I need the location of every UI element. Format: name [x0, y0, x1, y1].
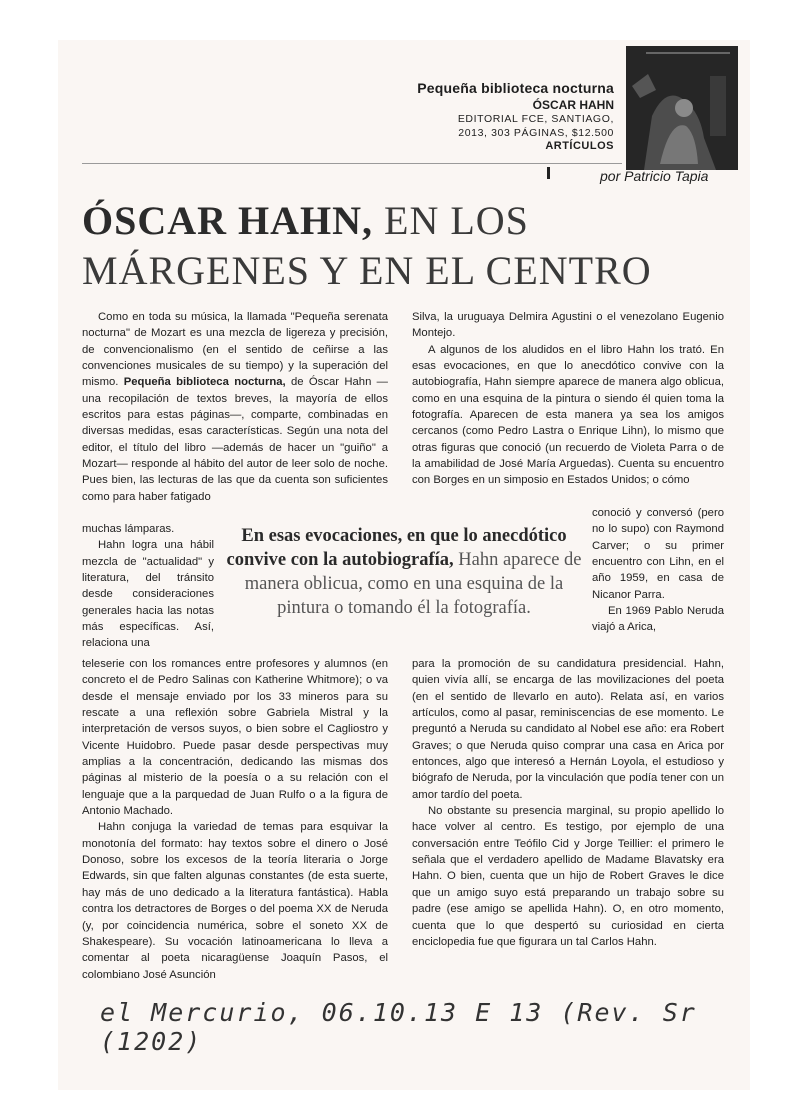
paragraph: A algunos de los aludidos en el libro Hahn los trató. En esas evocaciones, en que lo anecdótico convive con la autobiografía, Hahn siempre aparece de manera algo oblicua, como en una esquina de la pintura o siendo él quien toma la fotografía. Aparecen de esta manera ya sea los amigos cercanos (como Pedro Lastra o Enrique Lihn), lo mismo que otras figuras que conoció (un recuerdo de Violeta Parra o de la amabilidad de José María Arguedas). Cuenta su encuentro con Borges en un simposio en Estados Unidos; o cómo	[412, 343, 724, 487]
paragraph: No obstante su presencia marginal, su propio apellido lo hace volver al centro. Es testigo, por ejemplo de una conversación entre Teófilo Cid y Jorge Teillier: el primero le señala que el verdadero apellido de Madame Blavatsky era Hahn. O bien, cuenta que un hijo de Robert Graves le dice que un amigo suyo está preparando un trabajo sobre su padre (ese amigo se apellida Hahn). O, en otro momento, cuenta que lo que despertó su curiosidad en cierta enciclopedia fue que figurara un tal Carlos Hahn.	[412, 805, 724, 948]
book-cover-illustration	[626, 46, 738, 170]
paragraph-continued: teleserie con los romances entre profesores y alumnos (en concreto el de Pedro Salinas con Katherine Whitmore); o va desde el mensaje enviado por los 33 mineros para su rescate a una reflexión sobre Gabriela Mistral y la interpretación de versos suyos, o bien sobre el Cagliostro y Vicente Huidobro. Puede pasar desde perspectivas muy amplias a la concentración, dedicando las mismas dos páginas al misterio de la poesía o a su relación con el lenguaje que a la parquedad de Juan Rulfo o a la figura de Antonio Machado.	[82, 658, 388, 818]
pull-quote-rest: Hahn aparece de manera oblicua, como en una esquina de la pintura o tomando él la fotografía.	[244, 550, 582, 618]
headline-rest: EN LOS MÁRGENES Y EN EL CENTRO	[82, 198, 652, 293]
paragraph-continued: para la promoción de su candidatura presidencial. Hahn, quien vivía allí, se encarga de las movilizaciones del poeta (en el sentido de llevarlo en auto). Relata así, en varios artículos, como al pasar, reminiscencias de ese momento. Le preguntó a Neruda su candidato al Nobel ese año: era Robert Graves; o que Neruda quiso comprar una casa en Arica por entonces, algo que interesó a Hernán Loyola, el estudioso y biógrafo de Neruda, por la vinculación que podía tener con un amor tardío del poeta.	[412, 658, 724, 801]
right-column-bottom	[412, 656, 724, 950]
book-publisher: EDITORIAL FCE, SANTIAGO,	[457, 113, 614, 125]
book-section: ARTÍCULOS	[545, 140, 614, 152]
paragraph-continued: Silva, la uruguaya Delmira Agustini o el venezolano Eugenio Montejo.	[412, 311, 724, 340]
header-divider	[82, 163, 622, 164]
book-title: Pequeña biblioteca nocturna	[417, 80, 614, 96]
paragraph: Hahn logra una hábil mezcla de "actualidad" y literatura, del tránsito desde consideraciones generales hacia las notas más específicas. Así, relaciona una	[82, 539, 214, 650]
byline: por Patricio Tapia	[600, 168, 709, 184]
left-column-bottom	[82, 656, 388, 983]
book-cover-image	[626, 46, 738, 170]
right-column-top	[412, 309, 724, 489]
pull-quote	[224, 524, 584, 620]
paragraph-end: muchas lámparas.	[82, 523, 175, 535]
book-details: 2013, 303 PÁGINAS, $12.500	[458, 127, 614, 139]
handwritten-source-note: el Mercurio, 06.10.13 E 13 (Rev. Sr (1202)	[100, 998, 697, 1056]
header-marker	[547, 167, 550, 179]
pull-quote-bold: En esas evocaciones, en que lo anecdótico convive con la autobiografía,	[226, 526, 567, 570]
book-author: ÓSCAR HAHN	[532, 98, 614, 112]
right-column-narrow	[592, 505, 724, 636]
paragraph-continued: conoció y conversó (pero no lo supo) con Raymond Carver; o su primer encuentro con Lihn, en el año 1959, en casa de Nicanor Parra.	[592, 507, 724, 601]
book-info	[417, 80, 614, 152]
headline-bold: ÓSCAR HAHN,	[82, 198, 374, 243]
left-column-narrow	[82, 521, 214, 652]
page-title	[82, 196, 682, 296]
paragraph: Hahn conjuga la variedad de temas para esquivar la monotonía del formato: hay textos sobre el dinero o José Donoso, sobre los excesos de la teoría literaria o Jorge Edwards, sin que falten algunas constantes (de esta suerte, hay más de uno dedicado a la literatura fantástica). Habla contra los detractores de Borges o del poema XX de Neruda (y, por coincidencia numérica, sobre el soneto XX de Shakespeare). Su vocación latinoamericana lo lleva a comentar al poeta nicaragüense Joaquín Pasos, el colombiano José Asunción	[82, 821, 388, 981]
paragraph: Como en toda su música, la llamada "Pequeña serenata nocturna" de Mozart es una mezcla de ligereza y precisión, de convencionalismo (en el sentido de ceñirse a las convenciones musicales de su tiempo) y la superación del mismo. Pequeña biblioteca nocturna, de Óscar Hahn —una recopilación de textos breves, la mayoría de ellos escritos para estas páginas—, comparte, combinadas en diversas medidas, esas características. Según una nota del editor, el título del libro —además de hacer un "guiño" a Mozart— responde al hábito del autor de leer solo de noche. Pues bien, las lecturas de las que da cuenta son suficientes como para haber fatigado	[82, 311, 388, 503]
paragraph: En 1969 Pablo Neruda viajó a Arica,	[592, 605, 724, 634]
left-column-top	[82, 309, 388, 505]
